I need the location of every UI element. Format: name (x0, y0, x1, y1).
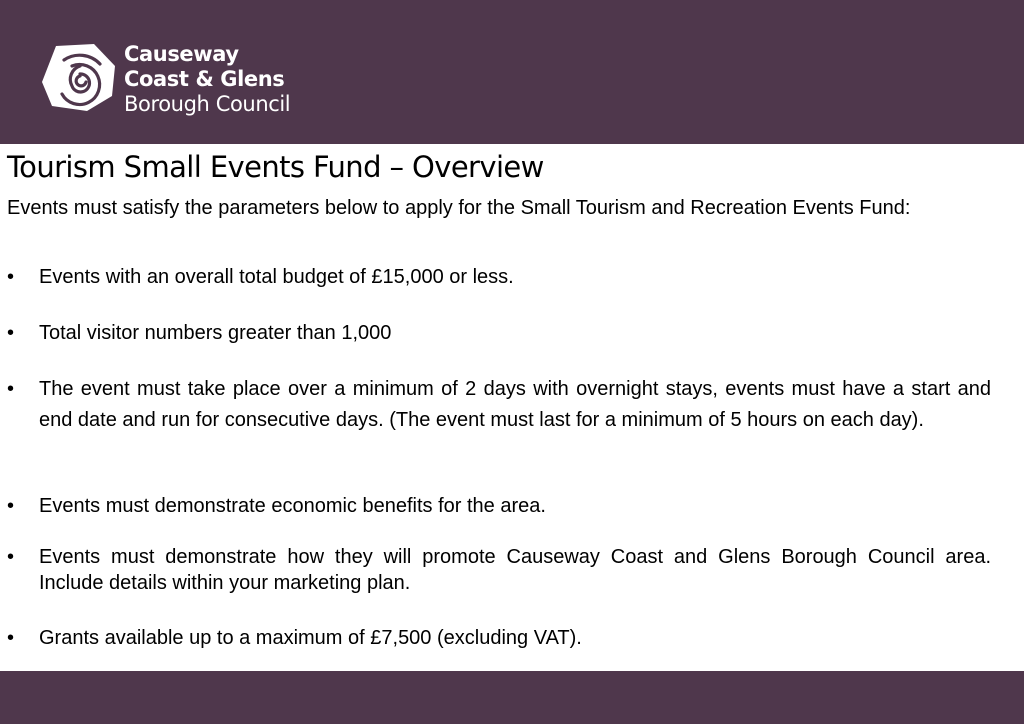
criteria-text: Total visitor numbers greater than 1,000 (39, 322, 392, 344)
criteria-item-visitors (7, 318, 991, 349)
footer-band (0, 671, 1024, 724)
bullet-dot: • (7, 546, 15, 568)
spiral-stone-icon (42, 44, 116, 112)
bullet-dot: • (7, 627, 15, 649)
criteria-text: Events with an overall total budget of £15,000 or less. (39, 266, 514, 288)
criteria-item-budget (7, 262, 991, 293)
logo-line-1: Causeway (124, 42, 239, 66)
header-band (0, 0, 1024, 144)
logo-line-2: Coast & Glens (124, 67, 285, 91)
logo-wordmark (124, 42, 290, 117)
bullet-dot: • (7, 495, 15, 517)
slide-title: Tourism Small Events Fund – Overview (7, 150, 544, 184)
criteria-item-economic (7, 491, 991, 522)
criteria-text: Grants available up to a maximum of £7,500 (excluding VAT). (39, 627, 582, 649)
council-logo (42, 42, 292, 118)
bullet-dot: • (7, 378, 15, 400)
criteria-text: Events must demonstrate economic benefits for the area. (39, 495, 546, 517)
criteria-item-promotion (7, 544, 991, 596)
criteria-text: The event must take place over a minimum of 2 days with overnight stays, events must have a start and end date and run for consecutive days. (The event must last for a minimum of 5 hours on each day). (39, 378, 991, 431)
bullet-dot: • (7, 266, 15, 288)
intro-paragraph: Events must satisfy the parameters below to apply for the Small Tourism and Recreation Events Fund: (7, 197, 911, 219)
criteria-text: Events must demonstrate how they will promote Causeway Coast and Glens Borough Council area. Include details within your marketing plan. (39, 546, 991, 594)
criteria-item-duration (7, 374, 991, 436)
logo-line-3: Borough Council (124, 92, 291, 116)
criteria-item-grant-maximum (7, 623, 991, 654)
bullet-dot: • (7, 322, 15, 344)
